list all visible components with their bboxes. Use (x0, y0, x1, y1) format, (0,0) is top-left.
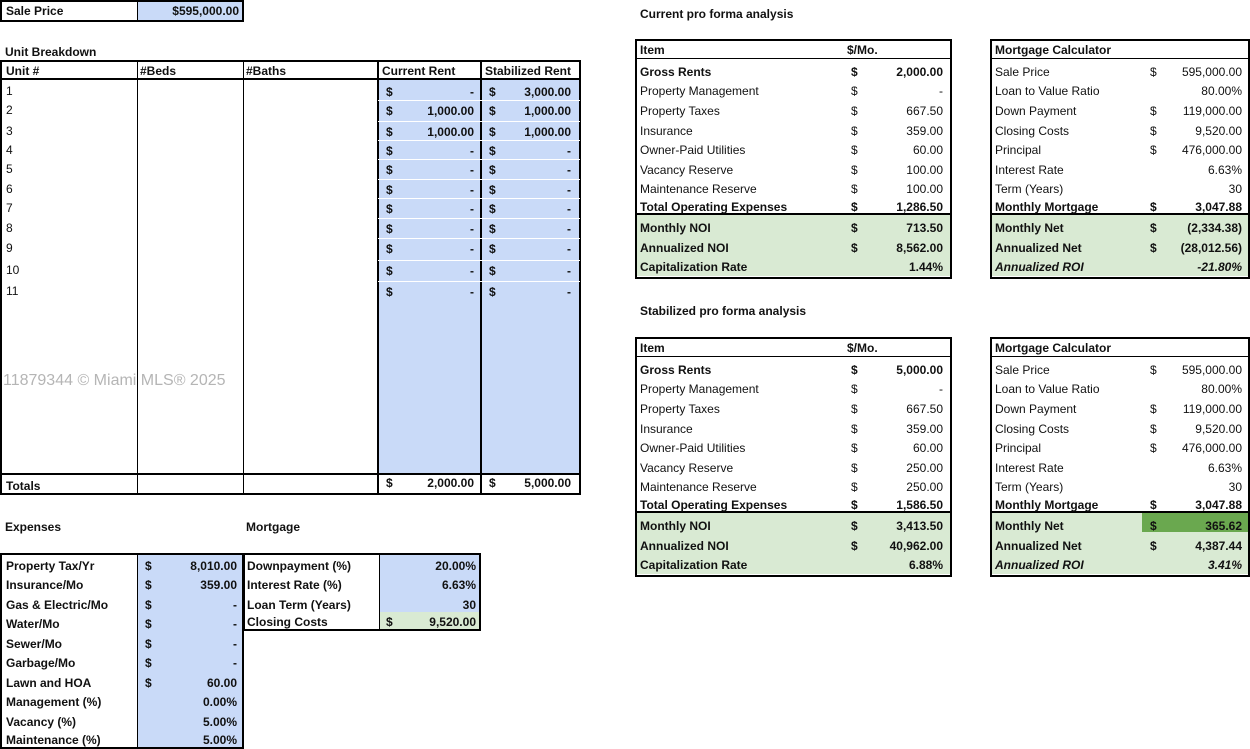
pf-row-value: 40,962.00 (889, 539, 943, 553)
totals-stabilized-currency: $ (489, 476, 496, 490)
stabilized-rent-currency: $ (489, 222, 496, 236)
mc-row-label: Closing Costs (995, 422, 1070, 436)
stabilized-rent-value[interactable]: - (567, 285, 571, 299)
mc-row-label: Monthly Net (995, 221, 1064, 235)
mc-row-label: Loan to Value Ratio (995, 84, 1100, 98)
expense-label: Lawn and HOA (6, 676, 92, 690)
mc-row-label: Annualized Net (995, 241, 1082, 255)
current-rent-currency: $ (386, 222, 393, 236)
mc-row-value: 80.00% (1201, 84, 1242, 98)
unit-row-rule (378, 198, 580, 199)
pf-row-currency: $ (851, 441, 858, 455)
pf-row-label: Property Management (640, 382, 759, 396)
current-rent-currency: $ (386, 242, 393, 256)
stabilized-rent-value[interactable]: 1,000.00 (524, 125, 571, 139)
pf-row-label: Insurance (640, 422, 693, 436)
pf-header-amount: $/Mo. (847, 341, 878, 355)
expense-value[interactable]: - (233, 637, 237, 651)
pf-row-label: Maintenance Reserve (640, 182, 757, 196)
mc-row-value: 476,000.00 (1181, 143, 1242, 157)
pf-row-currency: $ (851, 104, 858, 118)
mc-row-label: Monthly Net (995, 519, 1064, 533)
expense-currency: $ (145, 656, 152, 670)
expense-currency: $ (145, 617, 152, 631)
mc-header: Mortgage Calculator (995, 341, 1112, 355)
unit-header-current-rent: Current Rent (382, 64, 456, 78)
expense-value[interactable]: 359.00 (200, 578, 237, 592)
current-rent-currency: $ (386, 264, 393, 278)
pf-header-rule (635, 356, 952, 357)
pf-row-value: 713.50 (906, 221, 943, 235)
pf-row-value: 2,000.00 (896, 65, 943, 79)
mc-row-value: 119,000.00 (1182, 402, 1242, 416)
mortgage-label: Loan Term (Years) (247, 598, 351, 612)
mc-row-currency: $ (1150, 200, 1157, 214)
mc-row-label: Annualized Net (995, 539, 1082, 553)
mc-row-label: Monthly Mortgage (995, 200, 1099, 214)
pf-row-label: Insurance (640, 124, 693, 138)
mc-row-currency: $ (1150, 124, 1157, 138)
expense-value[interactable]: - (233, 617, 237, 631)
sale-price-divider (137, 0, 138, 22)
stabilized-rent-value[interactable]: - (567, 264, 571, 278)
pf-header-amount: $/Mo. (847, 43, 878, 57)
pf-row-label: Gross Rents (640, 363, 712, 377)
unit-col-divider (243, 60, 244, 495)
mc-row-currency: $ (1150, 539, 1157, 553)
unit-header-stabilized-rent: Stabilized Rent (485, 64, 572, 78)
unit-breakdown-title: Unit Breakdown (5, 45, 97, 59)
mc-row-value: -21.80% (1197, 260, 1242, 274)
stabilized-rent-currency: $ (489, 144, 496, 158)
current-rent-value[interactable]: - (470, 144, 474, 158)
mc-header-rule (990, 58, 1250, 59)
mc-row-value: 6.63% (1207, 163, 1242, 177)
pf-row-currency: $ (851, 221, 858, 235)
unit-totals-rule (0, 473, 581, 475)
unit-number: 7 (6, 201, 13, 215)
watermark: 11879344 © Miami MLS® 2025 (3, 372, 226, 389)
mc-row-value: 595,000.00 (1181, 65, 1242, 79)
expenses-divider (137, 553, 138, 749)
totals-stabilized-value: 5,000.00 (524, 476, 571, 490)
stabilized-rent-value[interactable]: - (567, 163, 571, 177)
expense-currency: $ (145, 598, 152, 612)
unit-row-rule (378, 218, 580, 219)
mc-row-value: 9,520.00 (1195, 124, 1242, 138)
unit-number: 4 (6, 143, 13, 157)
pf-header-item: Item (640, 341, 665, 355)
pf-row-label: Maintenance Reserve (640, 480, 757, 494)
pf-row-label: Total Operating Expenses (640, 200, 788, 214)
current-rent-currency: $ (386, 85, 393, 99)
current-rent-currency: $ (386, 285, 393, 299)
stabilized-rent-currency: $ (489, 163, 496, 177)
mc-row-label: Down Payment (995, 402, 1077, 416)
mc-row-label: Term (Years) (995, 480, 1064, 494)
pf-header-item: Item (640, 43, 665, 57)
pf-row-label: Annualized NOI (640, 241, 729, 255)
pf-row-label: Property Taxes (640, 402, 720, 416)
expense-label: Property Tax/Yr (6, 559, 95, 573)
stabilized-rent-value[interactable]: - (567, 183, 571, 197)
current-rent-value[interactable]: - (470, 183, 474, 197)
expense-value[interactable]: 5.00% (202, 715, 237, 729)
mc-row-label: Closing Costs (995, 124, 1070, 138)
unit-number: 9 (6, 241, 13, 255)
mc-row-label: Down Payment (995, 104, 1077, 118)
unit-row-rule (378, 281, 580, 282)
expense-currency: $ (145, 637, 152, 651)
expense-value[interactable]: - (233, 656, 237, 670)
mc-row-currency: $ (1150, 241, 1157, 255)
expenses-title: Expenses (5, 520, 62, 534)
pf-row-value: 250.00 (906, 480, 943, 494)
stabilized-rent-value[interactable]: 3,000.00 (524, 85, 571, 99)
stabilized-rent-currency: $ (489, 125, 496, 139)
expense-label: Maintenance (%) (6, 733, 101, 747)
unit-number: 6 (6, 182, 13, 196)
pf-row-currency: $ (851, 143, 858, 157)
unit-row-rule (378, 238, 580, 239)
unit-number: 10 (6, 263, 20, 277)
current-rent-currency: $ (386, 144, 393, 158)
stabilized-rent-currency: $ (489, 285, 496, 299)
pf-row-currency: $ (851, 163, 858, 177)
current-rent-value[interactable]: - (470, 285, 474, 299)
pf-row-currency: $ (851, 402, 858, 416)
current-rent-value[interactable]: - (470, 163, 474, 177)
mc-row-label: Sale Price (995, 363, 1050, 377)
current-rent-value[interactable]: - (470, 85, 474, 99)
stabilized-rent-value[interactable]: - (567, 242, 571, 256)
mortgage-label: Downpayment (%) (247, 559, 352, 573)
pf-row-currency: $ (851, 461, 858, 475)
expense-value[interactable]: - (233, 598, 237, 612)
pf-row-value: 6.88% (908, 558, 943, 572)
mc-row-currency: $ (1150, 221, 1157, 235)
mc-row-currency: $ (1150, 143, 1157, 157)
stabilized-rent-currency: $ (489, 183, 496, 197)
pf-row-currency: $ (851, 498, 858, 512)
pf-row-currency: $ (851, 519, 858, 533)
pf-row-label: Owner-Paid Utilities (640, 441, 746, 455)
pf-row-value: 60.00 (912, 143, 943, 157)
expense-label: Garbage/Mo (6, 656, 76, 670)
pf-row-value: 1.44% (908, 260, 943, 274)
current-rent-value[interactable]: - (470, 222, 474, 236)
current-proforma-title: Current pro forma analysis (640, 7, 794, 21)
expense-label: Gas & Electric/Mo (6, 598, 109, 612)
mc-header-rule (990, 356, 1250, 357)
pf-row-currency: $ (851, 241, 858, 255)
stabilized-rent-currency: $ (489, 85, 496, 99)
expense-value[interactable]: 5.00% (202, 733, 237, 747)
pf-row-currency: $ (851, 182, 858, 196)
pf-row-label: Monthly NOI (640, 221, 711, 235)
mc-row-value: (2,334.38) (1187, 221, 1242, 235)
stabilized-rent-value[interactable]: - (567, 202, 571, 216)
current-rent-value[interactable]: 1,000.00 (427, 125, 474, 139)
mc-row-value: 30 (1228, 480, 1242, 494)
pf-row-label: Total Operating Expenses (640, 498, 788, 512)
mc-row-currency: $ (1150, 422, 1157, 436)
unit-row-rule (378, 140, 580, 141)
pf-row-value: 60.00 (912, 441, 943, 455)
unit-header-beds: #Beds (140, 64, 177, 78)
stabilized-rent-currency: $ (489, 104, 496, 118)
expense-label: Insurance/Mo (6, 578, 84, 592)
mc-row-label: Interest Rate (995, 461, 1064, 475)
pf-row-value: 1,586.50 (896, 498, 943, 512)
totals-current-value: 2,000.00 (427, 476, 474, 490)
unit-header-unit: Unit # (6, 64, 40, 78)
expense-value[interactable]: 8,010.00 (190, 559, 237, 573)
current-rent-currency: $ (386, 104, 393, 118)
unit-header-baths: #Baths (246, 64, 287, 78)
pf-row-currency: $ (851, 65, 858, 79)
mortgage-value[interactable]: 6.63% (441, 578, 476, 592)
pf-row-currency: $ (851, 124, 858, 138)
pf-row-label: Owner-Paid Utilities (640, 143, 746, 157)
unit-row-rule (378, 179, 580, 180)
mortgage-divider (379, 553, 380, 631)
mc-row-value: 6.63% (1207, 461, 1242, 475)
pf-row-label: Property Taxes (640, 104, 720, 118)
totals-label: Totals (6, 479, 41, 493)
unit-header-rule (0, 78, 581, 80)
mortgage-value[interactable]: 30 (462, 598, 476, 612)
mc-row-currency: $ (1150, 402, 1157, 416)
mc-row-value: 80.00% (1201, 382, 1242, 396)
pf-row-label: Capitalization Rate (640, 260, 748, 274)
mc-row-value: 4,387.44 (1195, 539, 1242, 553)
pf-header-rule (635, 58, 952, 59)
totals-current-currency: $ (386, 476, 393, 490)
expense-label: Sewer/Mo (6, 637, 63, 651)
unit-number: 1 (6, 84, 13, 98)
mc-row-value: 476,000.00 (1181, 441, 1242, 455)
pf-row-label: Vacancy Reserve (640, 461, 734, 475)
mc-row-label: Principal (995, 143, 1042, 157)
unit-number: 3 (6, 124, 13, 138)
expense-label: Management (%) (6, 695, 102, 709)
mc-row-currency: $ (1150, 519, 1157, 533)
pf-row-value: 250.00 (906, 461, 943, 475)
current-rent-currency: $ (386, 202, 393, 216)
pf-row-value: 359.00 (906, 124, 943, 138)
mc-row-label: Annualized ROI (995, 558, 1084, 572)
mc-row-value: 3,047.88 (1195, 200, 1242, 214)
current-rent-value[interactable]: - (470, 264, 474, 278)
pf-row-label: Monthly NOI (640, 519, 711, 533)
stabilized-rent-value[interactable]: - (567, 144, 571, 158)
mortgage-value[interactable]: 9,520.00 (429, 615, 476, 629)
mortgage-label: Interest Rate (%) (247, 578, 342, 592)
mc-row-value: 9,520.00 (1195, 422, 1242, 436)
expense-value[interactable]: 60.00 (206, 676, 237, 690)
mc-row-value: 365.62 (1205, 519, 1242, 533)
mc-row-value: 3.41% (1207, 558, 1242, 572)
stabilized-proforma-title: Stabilized pro forma analysis (640, 304, 807, 318)
mc-row-currency: $ (1150, 104, 1157, 118)
pf-row-currency: $ (851, 84, 858, 98)
mc-row-value: 3,047.88 (1195, 498, 1242, 512)
pf-row-value: 667.50 (906, 402, 943, 416)
unit-number: 11 (6, 284, 19, 298)
mc-row-label: Interest Rate (995, 163, 1064, 177)
unit-row-rule (378, 121, 580, 122)
unit-number: 8 (6, 221, 13, 235)
unit-col-divider (377, 60, 379, 495)
mc-row-label: Monthly Mortgage (995, 498, 1099, 512)
pf-row-value: 359.00 (906, 422, 943, 436)
mc-row-value: 30 (1228, 182, 1242, 196)
mc-row-label: Term (Years) (995, 182, 1064, 196)
pf-row-label: Property Management (640, 84, 759, 98)
pf-row-value: 100.00 (906, 182, 943, 196)
mc-row-currency: $ (1150, 65, 1157, 79)
mc-row-currency: $ (1150, 441, 1157, 455)
pf-row-value: 100.00 (906, 163, 943, 177)
unit-row-rule (378, 100, 580, 101)
current-rent-currency: $ (386, 125, 393, 139)
mc-row-currency: $ (1150, 363, 1157, 377)
pf-row-value: - (939, 382, 943, 396)
unit-row-rule (378, 260, 580, 261)
mc-row-label: Principal (995, 441, 1042, 455)
current-rent-value[interactable]: - (470, 242, 474, 256)
pf-row-currency: $ (851, 422, 858, 436)
pf-row-label: Vacancy Reserve (640, 163, 734, 177)
mortgage-value[interactable]: 20.00% (435, 559, 476, 573)
stabilized-rent-value[interactable]: 1,000.00 (524, 104, 571, 118)
mc-header: Mortgage Calculator (995, 43, 1112, 57)
sale-price-value[interactable]: $595,000.00 (172, 4, 239, 18)
current-rent-currency: $ (386, 183, 393, 197)
pf-row-currency: $ (851, 382, 858, 396)
pf-row-value: 3,413.50 (896, 519, 943, 533)
expense-label: Vacancy (%) (6, 715, 77, 729)
unit-number: 5 (6, 162, 13, 176)
pf-row-currency: $ (851, 363, 858, 377)
mc-row-value: 119,000.00 (1182, 104, 1242, 118)
pf-row-currency: $ (851, 480, 858, 494)
stabilized-rent-currency: $ (489, 242, 496, 256)
mc-row-value: (28,012.56) (1180, 241, 1242, 255)
pf-row-label: Capitalization Rate (640, 558, 748, 572)
mc-row-currency: $ (1150, 498, 1157, 512)
pf-row-value: 667.50 (906, 104, 943, 118)
pf-row-value: - (939, 84, 943, 98)
pf-row-label: Gross Rents (640, 65, 712, 79)
expense-currency: $ (145, 578, 152, 592)
mortgage-label: Closing Costs (247, 615, 328, 629)
expense-value[interactable]: 0.00% (202, 695, 237, 709)
mortgage-currency: $ (386, 615, 393, 629)
pf-row-value: 5,000.00 (896, 363, 943, 377)
unit-number: 2 (6, 103, 13, 117)
pf-row-value: 1,286.50 (896, 200, 943, 214)
pf-row-currency: $ (851, 539, 858, 553)
expense-currency: $ (145, 676, 152, 690)
current-rent-value[interactable]: 1,000.00 (427, 104, 474, 118)
mc-row-value: 595,000.00 (1181, 363, 1242, 377)
unit-col-divider (480, 60, 482, 495)
sale-price-label: Sale Price (6, 4, 64, 18)
mc-row-label: Sale Price (995, 65, 1050, 79)
mortgage-title: Mortgage (246, 520, 300, 534)
unit-row-rule (378, 159, 580, 160)
current-rent-currency: $ (386, 163, 393, 177)
expense-currency: $ (145, 559, 152, 573)
expense-label: Water/Mo (6, 617, 60, 631)
pf-row-currency: $ (851, 200, 858, 214)
stabilized-rent-currency: $ (489, 264, 496, 278)
stabilized-rent-currency: $ (489, 202, 496, 216)
mc-row-label: Annualized ROI (995, 260, 1084, 274)
stabilized-rent-value[interactable]: - (567, 222, 571, 236)
current-rent-value[interactable]: - (470, 202, 474, 216)
pf-row-value: 8,562.00 (896, 241, 943, 255)
unit-col-divider (137, 60, 138, 495)
mc-row-label: Loan to Value Ratio (995, 382, 1100, 396)
pf-row-label: Annualized NOI (640, 539, 729, 553)
